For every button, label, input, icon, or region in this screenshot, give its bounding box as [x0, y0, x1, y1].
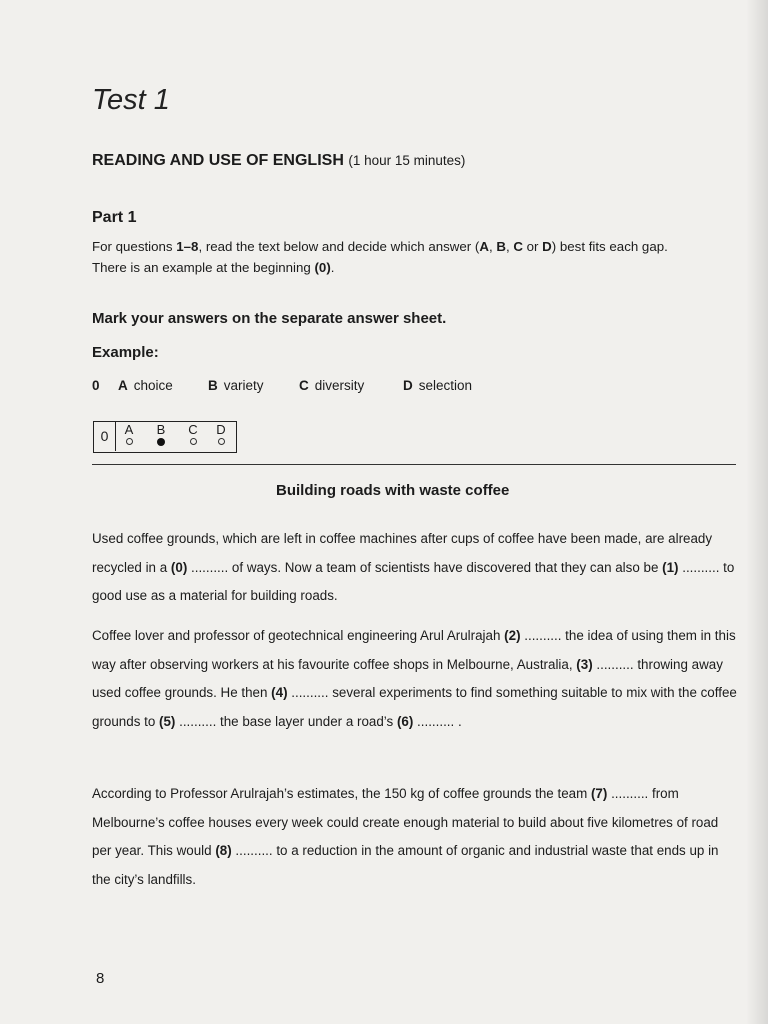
- text-title: Building roads with waste coffee: [276, 482, 510, 499]
- instr-text: ,: [505, 239, 514, 254]
- gap-3: (3): [576, 656, 593, 672]
- instr-example-ref: (0): [314, 260, 331, 275]
- answer-box-number: 0: [94, 422, 116, 451]
- gap-2: (2): [504, 628, 521, 643]
- example-option-c: C diversity: [299, 378, 365, 393]
- page-edge-shadow: [746, 0, 768, 1024]
- instr-text: .: [330, 260, 335, 275]
- section-duration: (1 hour 15 minutes): [348, 153, 466, 168]
- gap-4: (4): [271, 685, 288, 700]
- example-answer-box: [93, 421, 237, 453]
- section-name: READING AND USE OF ENGLISH: [92, 152, 344, 169]
- answer-cell-c: C: [183, 423, 203, 445]
- instr-letter: B: [496, 239, 506, 254]
- example-label: Example:: [92, 344, 159, 361]
- instr-text: ) best fits each gap.: [551, 239, 668, 254]
- paragraph-3: According to Professor Arulrajah’s estimates, the 150 kg of coffee grounds the team (7) .......... from Melbourne’s coffee houses every week could create enough material to build about five kilometres of road per year. This would (8) .......... to a reduction in the amount of organic and industrial waste that ends up in the city’s landfills.: [92, 786, 719, 887]
- gap-7: (7): [590, 786, 608, 801]
- instr-letter: D: [542, 239, 552, 254]
- part-heading: Part 1: [92, 209, 137, 226]
- gap-0: (0): [170, 559, 188, 575]
- paragraph-1: Used coffee grounds, which are left in coffee machines after cups of coffee have been made, are already recycled in a (0) .......... of ways. Now a team of scientists have discovered that they can also be (1) .......... to good use as a material for building roads.: [92, 531, 735, 603]
- answer-bubble: [190, 438, 197, 445]
- instr-text: or: [522, 239, 543, 254]
- gap-6: (6): [396, 713, 414, 729]
- gap-1: (1): [662, 559, 679, 575]
- instr-letter: A: [479, 239, 489, 254]
- answer-cell-a: A: [119, 423, 139, 445]
- gap-8: (8): [215, 843, 232, 858]
- page-title: Test 1: [92, 84, 170, 116]
- example-number: 0: [92, 378, 100, 393]
- example-option-a: A choice: [118, 378, 173, 393]
- page-number: 8: [96, 970, 105, 987]
- answer-bubble: [126, 438, 133, 445]
- mark-answers-instruction: Mark your answers on the separate answer sheet.: [92, 310, 447, 327]
- paragraph-2: Coffee lover and professor of geotechnical engineering Arul Arulrajah (2) .......... the idea of using them in this way after observing workers at his favourite coffee shops in Melbourne, Australia, (3) .......... throwing away used coffee grounds. He then (4) .......... several experiments to find something suitable to mix with the coffee grounds to (5) .......... the base layer under a road’s (6) .......... .: [92, 628, 737, 729]
- gap-5: (5): [159, 713, 176, 729]
- instr-range: 1–8: [176, 239, 199, 254]
- instructions: [92, 236, 742, 278]
- instr-text: For questions: [92, 239, 177, 254]
- section-heading: [92, 152, 465, 170]
- instr-text: ,: [488, 239, 497, 254]
- answer-cell-d: D: [211, 423, 231, 445]
- answer-bubble-selected: [157, 438, 165, 446]
- instr-text: , read the text below and decide which answer (: [198, 239, 480, 254]
- answer-bubble: [218, 438, 225, 445]
- answer-cell-b: B: [151, 423, 171, 446]
- divider-line: [92, 464, 736, 465]
- example-option-b: B variety: [208, 378, 264, 393]
- instr-text: There is an example at the beginning: [92, 260, 315, 275]
- instr-letter: C: [513, 239, 523, 254]
- example-option-d: D selection: [403, 378, 473, 393]
